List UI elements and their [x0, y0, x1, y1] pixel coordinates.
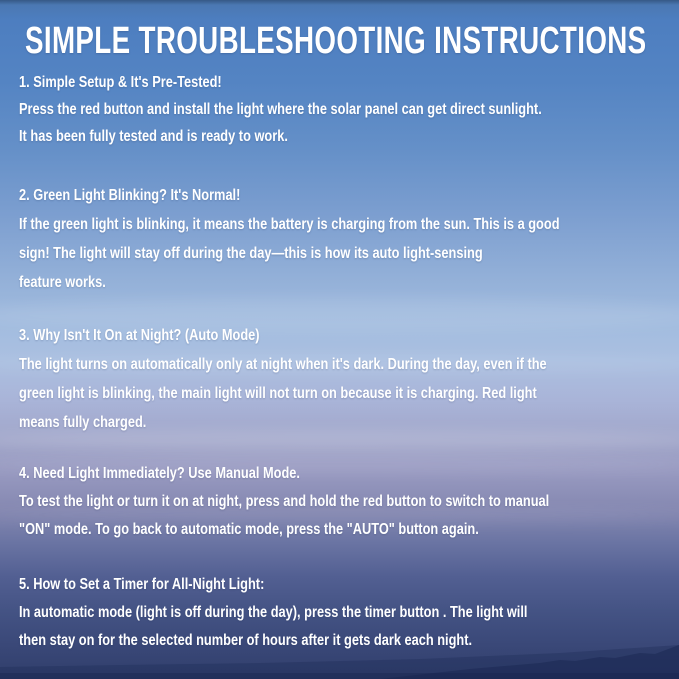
- instruction-line: Press the red button and install the light where the solar panel can get direct sunlight.: [19, 101, 542, 118]
- section-heading: 1. Simple Setup & It's Pre-Tested!: [19, 74, 222, 91]
- section-simple-setup: [19, 69, 679, 150]
- instruction-line: "ON" mode. To go back to automatic mode, press the "AUTO" button again.: [19, 521, 479, 538]
- instruction-line: If the green light is blinking, it means the battery is charging from the sun. This is a good: [19, 216, 560, 233]
- instruction-line: It has been fully tested and is ready to work.: [19, 128, 288, 145]
- section-heading: 5. How to Set a Timer for All-Night Light:: [19, 576, 265, 593]
- section-auto-mode: [19, 321, 679, 437]
- instruction-line: sign! The light will stay off during the day—this is how its auto light-sensing: [19, 245, 483, 262]
- section-heading: 2. Green Light Blinking? It's Normal!: [19, 187, 241, 204]
- section-heading: 4. Need Light Immediately? Use Manual Mode.: [19, 465, 300, 482]
- section-timer: [19, 571, 679, 655]
- instruction-line: In automatic mode (light is off during the day), press the timer button . The light will: [19, 604, 528, 621]
- instruction-line: then stay on for the selected number of hours after it gets dark each night.: [19, 632, 473, 649]
- section-heading: 3. Why Isn't It On at Night? (Auto Mode): [19, 327, 260, 344]
- instruction-line: To test the light or turn it on at night, press and hold the red button to switch to manual: [19, 493, 550, 510]
- top-edge-shade: [0, 0, 679, 5]
- page-title: SIMPLE TROUBLESHOOTING INSTRUCTIONS: [25, 20, 647, 62]
- instruction-line: feature works.: [19, 274, 106, 291]
- section-manual-mode: [19, 460, 679, 544]
- instruction-line: green light is blinking, the main light will not turn on because it is charging. Red light: [19, 385, 537, 402]
- instruction-line: The light turns on automatically only at night when it's dark. During the day, even if the: [19, 356, 547, 373]
- section-green-light-blinking: [19, 181, 679, 297]
- instruction-line: means fully charged.: [19, 414, 147, 431]
